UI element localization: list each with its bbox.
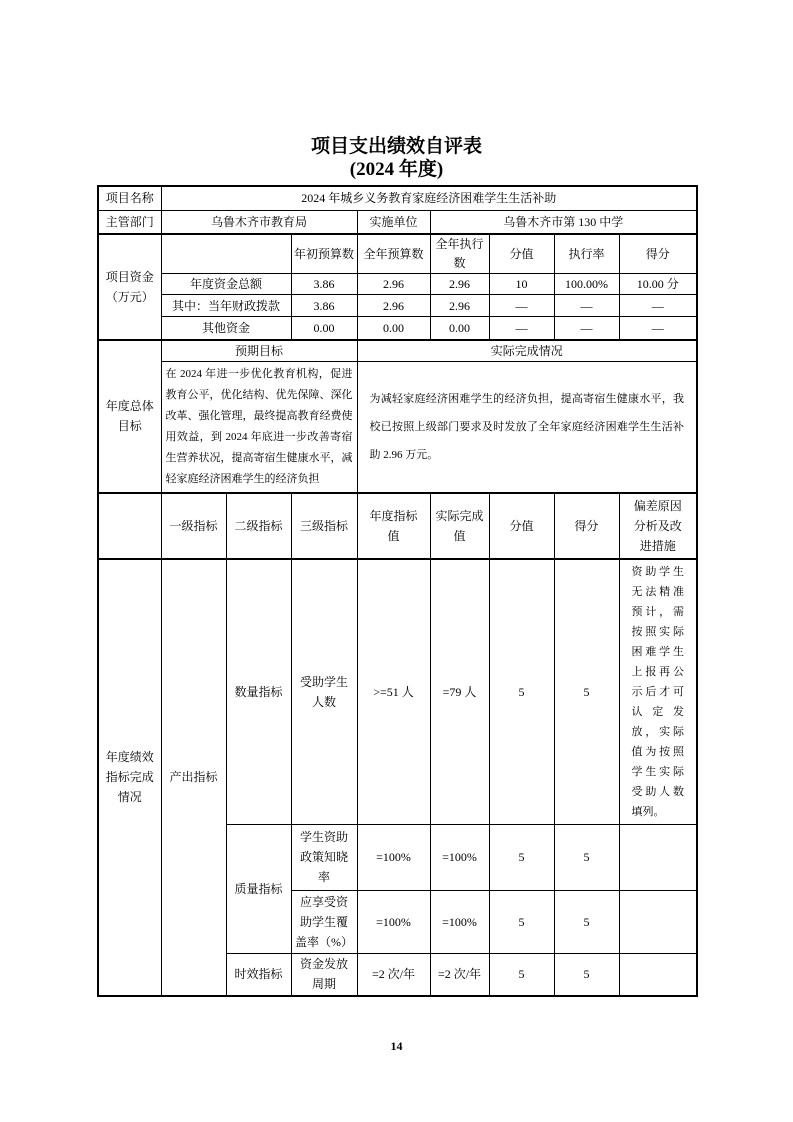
- quality1-score-value: 5: [489, 824, 554, 890]
- funds-other-executed: 0.00: [430, 317, 489, 340]
- quality2-actual: =100%: [430, 890, 489, 953]
- goal-section-label: 年度总体目标: [98, 340, 161, 493]
- funds-row-other: [98, 317, 697, 340]
- funds-row-total: [98, 274, 697, 295]
- timeliness-score-value: 5: [489, 953, 554, 996]
- funds-other-label: 其他资金: [161, 317, 291, 340]
- funds-header-score-value: 分值: [489, 234, 554, 274]
- implementer-label: 实施单位: [357, 210, 430, 234]
- funds-fiscal-label: 其中：当年财政拨款: [161, 295, 291, 317]
- funds-total-execution-rate: 100.00%: [554, 274, 619, 295]
- goal-expected-text: 在 2024 年进一步优化教育机构，促进教育公平，优化结构、优先保障、深化改革、强化管理，最终提高教育经费使用效益，到 2024 年底进一步改善寄宿生营养状况，提高寄宿生健康水平，减轻家庭经济困难学生的经济负担: [161, 361, 357, 493]
- quantity-target: >=51 人: [357, 559, 430, 825]
- quality1-target: =100%: [357, 824, 430, 890]
- funds-header-initial-budget: 年初预算数: [291, 234, 357, 274]
- page-subtitle: (2024 年度): [349, 159, 444, 180]
- funds-fiscal-score: —: [619, 295, 697, 317]
- quality2-score-value: 5: [489, 890, 554, 953]
- department-label: 主管部门: [98, 210, 161, 234]
- indicators-section-label: 年度绩效指标完成情况: [98, 559, 161, 997]
- timeliness-target: =2 次/年: [357, 953, 430, 996]
- quality1-score: 5: [554, 824, 619, 890]
- funds-total-label: 年度资金总额: [161, 274, 291, 295]
- indicators-header-score: 得分: [554, 493, 619, 559]
- funds-other-score-value: —: [489, 317, 554, 340]
- quantity-score: 5: [554, 559, 619, 825]
- quantity-level2: 数量指标: [226, 559, 291, 825]
- quality-level2: 质量指标: [226, 824, 291, 953]
- funds-total-score: 10.00 分: [619, 274, 697, 295]
- indicators-header-deviation: 偏差原因分析及改进措施: [619, 493, 697, 559]
- funds-other-annual-budget: 0.00: [357, 317, 430, 340]
- quality2-score: 5: [554, 890, 619, 953]
- funds-total-initial-budget: 3.86: [291, 274, 357, 295]
- indicators-header-level2: 二级指标: [226, 493, 291, 559]
- goal-actual-text: 为减轻家庭经济困难学生的经济负担，提高寄宿生健康水平，我校已按照上级部门要求及时发放了全年家庭经济困难学生生活补助 2.96 万元。: [357, 361, 697, 493]
- funds-header-row: [98, 234, 697, 274]
- funds-other-score: —: [619, 317, 697, 340]
- indicators-blank-cell: [98, 493, 161, 559]
- indicators-header-actual: 实际完成值: [430, 493, 489, 559]
- quality2-level3: 应享受资助学生覆盖率（%）: [291, 890, 357, 953]
- self-evaluation-table: [97, 185, 698, 997]
- quality1-actual: =100%: [430, 824, 489, 890]
- indicators-header-level3: 三级指标: [291, 493, 357, 559]
- funds-header-execution-rate: 执行率: [554, 234, 619, 274]
- funds-fiscal-annual-budget: 2.96: [357, 295, 430, 317]
- funds-fiscal-execution-rate: —: [554, 295, 619, 317]
- funds-other-initial-budget: 0.00: [291, 317, 357, 340]
- timeliness-actual: =2 次/年: [430, 953, 489, 996]
- funds-other-execution-rate: —: [554, 317, 619, 340]
- indicators-header-row: [98, 493, 697, 559]
- goal-header-row: [98, 340, 697, 362]
- indicators-header-level1: 一级指标: [161, 493, 226, 559]
- table-row: [98, 186, 697, 210]
- funds-section-label: 项目资金（万元）: [98, 234, 161, 340]
- timeliness-level3: 资金发放周期: [291, 953, 357, 996]
- page-number: 14: [390, 1039, 403, 1053]
- title-block: [0, 135, 793, 181]
- indicator-level1-output: 产出指标: [161, 559, 226, 997]
- funds-header-annual-budget: 全年预算数: [357, 234, 430, 274]
- goal-content-row: [98, 361, 697, 493]
- goal-expected-header: 预期目标: [161, 340, 357, 362]
- timeliness-level2: 时效指标: [226, 953, 291, 996]
- quantity-deviation: 资助学生无法精准预计，需按照实际困难学生上报再公示后才可认定发放，实际值为按照学生实际受助人数填列。: [619, 559, 697, 825]
- indicator-row-quantity: [98, 559, 697, 825]
- quality1-deviation: [619, 824, 697, 890]
- funds-blank-cell: [161, 234, 291, 274]
- timeliness-score: 5: [554, 953, 619, 996]
- indicators-header-target: 年度指标值: [357, 493, 430, 559]
- funds-header-score: 得分: [619, 234, 697, 274]
- timeliness-deviation: [619, 953, 697, 996]
- funds-total-annual-budget: 2.96: [357, 274, 430, 295]
- quality2-deviation: [619, 890, 697, 953]
- project-name-label: 项目名称: [98, 186, 161, 210]
- implementer-value: 乌鲁木齐市第 130 中学: [430, 210, 697, 234]
- goal-actual-header: 实际完成情况: [357, 340, 697, 362]
- department-value: 乌鲁木齐市教育局: [161, 210, 357, 234]
- funds-fiscal-score-value: —: [489, 295, 554, 317]
- funds-header-executed: 全年执行数: [430, 234, 489, 274]
- funds-fiscal-executed: 2.96: [430, 295, 489, 317]
- quantity-level3: 受助学生人数: [291, 559, 357, 825]
- funds-fiscal-initial-budget: 3.86: [291, 295, 357, 317]
- indicators-header-score-value: 分值: [489, 493, 554, 559]
- funds-total-executed: 2.96: [430, 274, 489, 295]
- quantity-score-value: 5: [489, 559, 554, 825]
- project-name-value: 2024 年城乡义务教育家庭经济困难学生生活补助: [161, 186, 697, 210]
- quality1-level3: 学生资助政策知晓率: [291, 824, 357, 890]
- quality2-target: =100%: [357, 890, 430, 953]
- funds-row-fiscal: [98, 295, 697, 317]
- quantity-actual: =79 人: [430, 559, 489, 825]
- funds-total-score-value: 10: [489, 274, 554, 295]
- table-row: [98, 210, 697, 234]
- page-title: 项目支出绩效自评表: [310, 136, 482, 157]
